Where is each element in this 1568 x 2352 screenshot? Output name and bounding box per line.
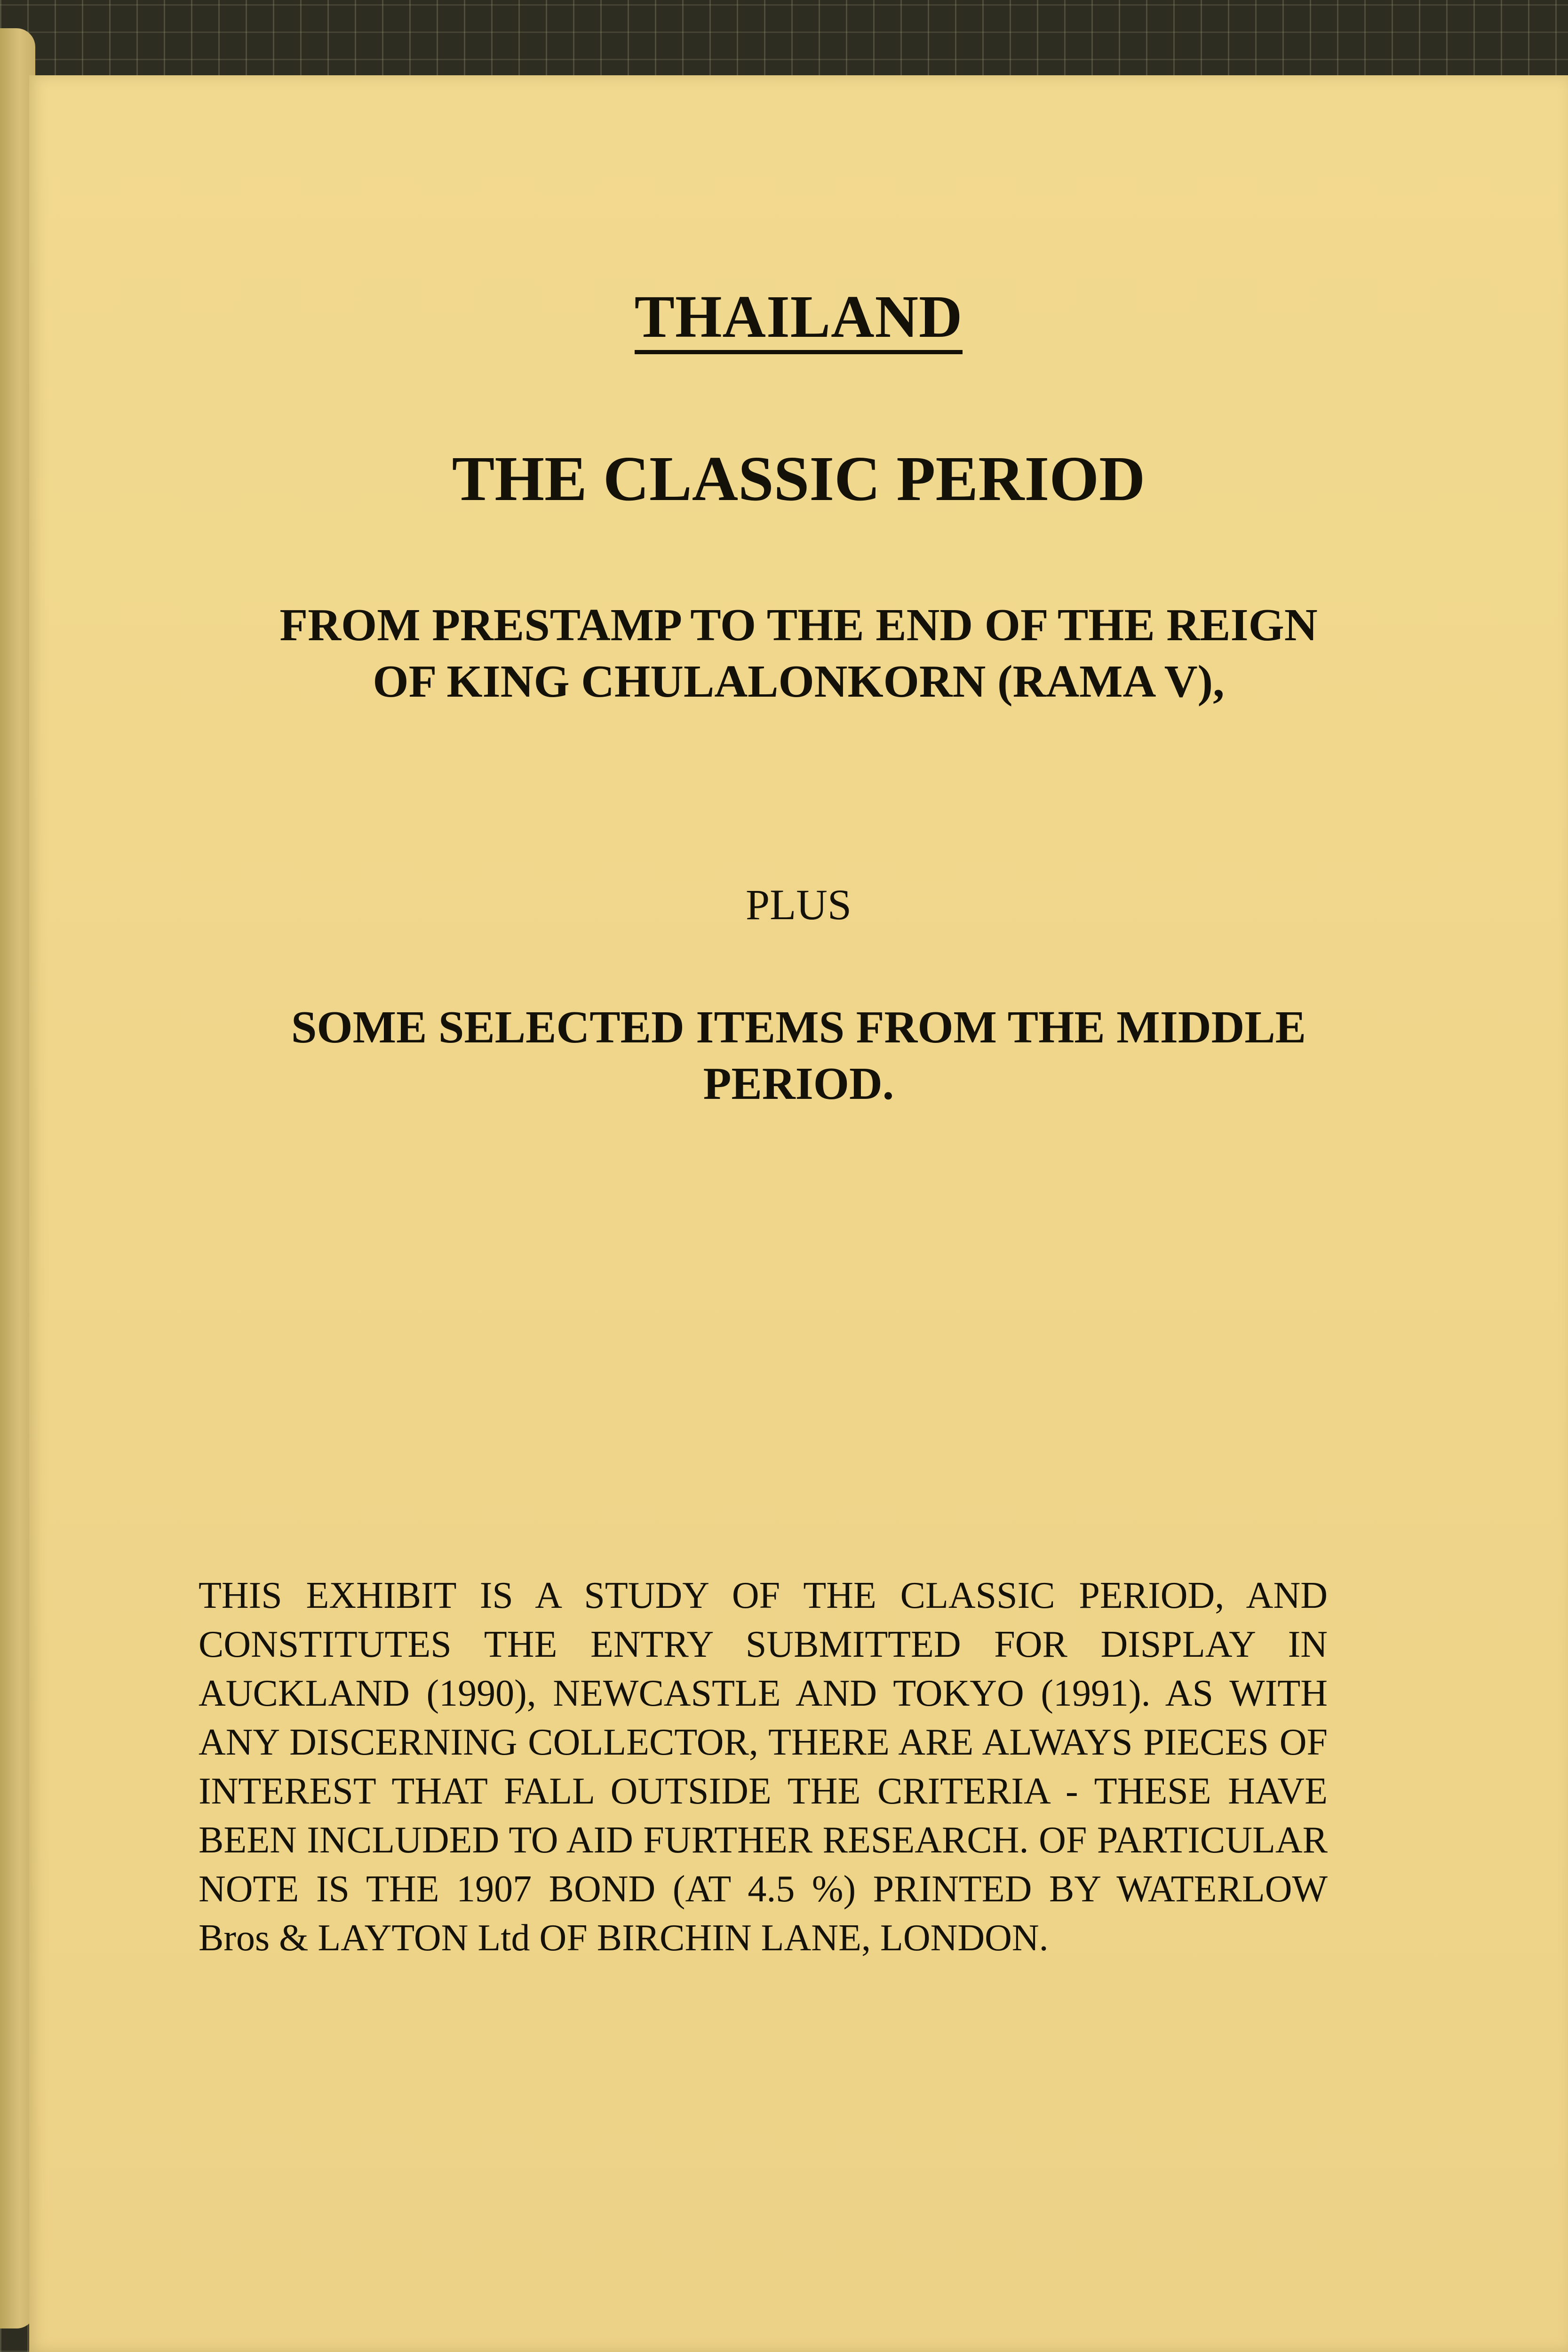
page-title: [29, 282, 1568, 354]
selected-items-line-2: PERIOD.: [703, 1058, 894, 1109]
page-title-text: THAILAND: [635, 285, 963, 354]
page-subtitle: THE CLASSIC PERIOD: [452, 444, 1146, 514]
reign-heading-line-1: FROM PRESTAMP TO THE END OF THE REIGN: [279, 600, 1318, 651]
album-page: [29, 75, 1568, 2352]
reign-heading-line-2: OF KING CHULALONKORN (RAMA V),: [373, 656, 1225, 707]
exhibit-description: THIS EXHIBIT IS A STUDY OF THE CLASSIC PERIOD, AND CONSTITUTES THE ENTRY SUBMITTED FOR DISPLAY IN AUCKLAND (1990), NEWCASTLE AND TOKYO (1991). AS WITH ANY DISCERNING COLLECTOR, THERE ARE ALWAYS PIECES OF INTEREST THAT FALL OUTSIDE THE CRITERIA - THESE HAVE BEEN INCLUDED TO AID FURTHER RESEARCH. OF PARTICULAR NOTE IS THE 1907 BOND (AT 4.5 %) PRINTED BY WATERLOW Bros & LAYTON Ltd OF BIRCHIN LANE, LONDON.: [199, 1575, 1328, 1959]
selected-items-heading: [29, 1000, 1568, 1112]
selected-items-line-1: SOME SELECTED ITEMS FROM THE MIDDLE: [291, 1002, 1306, 1053]
reign-heading: [29, 597, 1568, 710]
plus-label: PLUS: [746, 881, 852, 929]
